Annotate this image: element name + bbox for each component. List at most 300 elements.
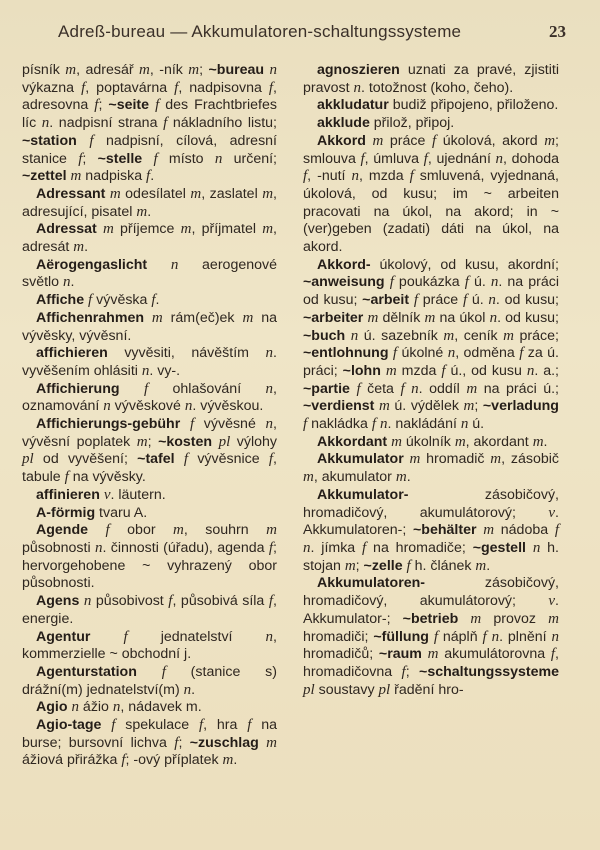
entry-text: hromadičů; xyxy=(303,646,379,663)
grammar-tag: f xyxy=(174,79,179,96)
entry-text: ážiová přirážka xyxy=(22,752,122,769)
grammar-tag: n xyxy=(265,380,274,397)
entry-text xyxy=(137,664,162,680)
grammar-tag: f xyxy=(78,150,83,167)
entry-text: uznati za pravé, zjistiti pravost xyxy=(303,62,559,96)
entry-text xyxy=(458,611,470,627)
entry-text: úkolník xyxy=(401,433,455,450)
entry-text: dělník xyxy=(378,309,425,326)
dictionary-entry xyxy=(303,62,559,97)
headword: Akkumulatoren- xyxy=(317,575,425,592)
grammar-tag: f xyxy=(554,522,559,539)
dictionary-entry xyxy=(22,186,277,221)
entry-text: . nakládání xyxy=(387,416,461,433)
entry-text: , oznamování xyxy=(22,380,277,415)
headword: agnoszieren xyxy=(317,62,400,78)
entry-text: zásobičový, hromadičový, akumulátorový; xyxy=(303,575,559,610)
entry-text: , akordant xyxy=(465,433,533,450)
entry-text: nákladního listu; xyxy=(167,115,277,132)
grammar-tag: f xyxy=(360,150,365,167)
headword: Agio-tage xyxy=(36,717,102,734)
entry-text: úkolová, akord xyxy=(436,132,545,149)
headword: Adressant xyxy=(36,185,106,202)
grammar-tag: f xyxy=(362,539,367,556)
grammar-tag: f xyxy=(146,168,151,185)
grammar-tag: m xyxy=(136,203,148,220)
grammar-tag: m xyxy=(102,221,114,238)
grammar-tag: f xyxy=(121,752,126,769)
headword: A-förmig xyxy=(36,504,96,521)
grammar-tag: f xyxy=(168,593,173,610)
grammar-tag: f xyxy=(183,451,189,468)
grammar-tag: n xyxy=(351,168,359,185)
grammar-tag: f xyxy=(143,380,149,397)
grammar-tag: f xyxy=(550,646,556,663)
grammar-tag: pl xyxy=(22,451,34,468)
dictionary-entry xyxy=(22,416,277,487)
entry-text: , vývěsní poplatek xyxy=(22,416,277,450)
grammar-tag: f xyxy=(464,274,469,291)
grammar-tag: pl xyxy=(218,433,231,450)
entry-text: působivost xyxy=(91,593,169,610)
headword: ~anweisung xyxy=(303,274,385,291)
dictionary-entry xyxy=(303,133,559,257)
dictionary-entry xyxy=(22,381,277,416)
entry-text: , úmluva xyxy=(364,150,424,167)
entry-text xyxy=(77,133,90,149)
grammar-tag: m xyxy=(136,433,148,450)
entry-text: práce xyxy=(383,132,432,149)
headword: ~lohn xyxy=(342,362,381,379)
grammar-tag: n xyxy=(447,345,456,362)
grammar-tag: f xyxy=(413,292,418,309)
entry-text: . xyxy=(233,752,238,769)
entry-text: obor xyxy=(109,522,174,539)
entry-text: . činnosti (úřadu), agenda xyxy=(102,539,269,556)
grammar-tag: m xyxy=(372,132,384,149)
grammar-tag: m xyxy=(443,327,455,344)
grammar-tag: n xyxy=(269,62,278,78)
entry-text: . na práci od kusu; xyxy=(303,274,560,309)
entry-text: ; xyxy=(355,557,364,574)
entry-text: hromadič xyxy=(420,451,491,468)
grammar-tag: m xyxy=(391,433,402,450)
headword: ~zuschlag xyxy=(189,734,259,751)
entry-text: . totožnost (koho, čeho). xyxy=(360,79,514,96)
grammar-tag: f xyxy=(161,663,166,680)
entry-text: . vyvěšením ohlásiti xyxy=(22,345,277,379)
entry-text: . läutern. xyxy=(110,486,166,503)
headword: Agenturstation xyxy=(36,663,137,680)
entry-text: . xyxy=(70,274,75,291)
entry-text: budiž připojeno, přiloženo. xyxy=(388,97,559,114)
headword: ~station xyxy=(22,132,77,149)
dictionary-entry xyxy=(303,115,559,133)
dictionary-entry xyxy=(303,97,559,115)
grammar-tag: f xyxy=(105,522,110,539)
grammar-tag: f xyxy=(433,628,438,645)
page-header xyxy=(0,14,600,42)
grammar-tag: f xyxy=(189,416,195,433)
dictionary-entry xyxy=(22,717,277,770)
entry-text: . xyxy=(150,168,155,185)
entry-text: práce xyxy=(417,292,463,309)
grammar-tag: m xyxy=(173,522,184,539)
headword: Akkordant xyxy=(317,433,388,450)
grammar-tag: n xyxy=(170,256,179,273)
grammar-tag: f xyxy=(392,345,398,362)
entry-text: nadpiska xyxy=(81,168,147,185)
headword: ~zettel xyxy=(22,168,67,185)
entry-text: vývěsnice xyxy=(188,451,269,468)
entry-text xyxy=(120,381,144,397)
entry-text: nakládka xyxy=(307,416,372,433)
grammar-tag: f xyxy=(155,97,160,114)
grammar-tag: n xyxy=(141,362,150,379)
grammar-tag: m xyxy=(70,168,82,185)
grammar-tag: f xyxy=(303,416,308,433)
headword: ~kosten xyxy=(158,433,213,450)
entry-text: . xyxy=(84,239,89,256)
entry-text: h. stojan xyxy=(303,539,559,574)
grammar-tag: n xyxy=(411,380,419,397)
entry-text: zásobičový, hromadičový, akumulátorový; xyxy=(303,486,559,521)
entry-text: výlohy xyxy=(230,433,277,450)
running-head: Adreß-bureau — Akkumulatoren-schaltungssysteme xyxy=(58,22,462,41)
grammar-tag: f xyxy=(88,292,93,309)
headword: Agens xyxy=(36,593,80,610)
grammar-tag: m xyxy=(262,221,274,238)
grammar-tag: f xyxy=(174,734,179,751)
entry-text: přilož, připoj. xyxy=(369,115,455,132)
grammar-tag: n xyxy=(495,150,504,167)
headword: ~verladung xyxy=(482,398,559,415)
entry-text: ; hervorgehobene ~ vyhrazený obor působnosti. xyxy=(22,539,277,592)
dictionary-entry xyxy=(22,310,277,345)
grammar-tag: m xyxy=(151,309,163,326)
headword: affinieren xyxy=(36,486,100,503)
entry-text: výkazna xyxy=(22,79,82,96)
headword: affichieren xyxy=(36,345,108,362)
headword: akkludatur xyxy=(317,97,389,114)
grammar-tag: f xyxy=(431,132,437,149)
grammar-tag: n xyxy=(460,416,469,433)
entry-text: . od kusu; xyxy=(497,309,559,326)
entry-text: . vy-. xyxy=(149,362,181,379)
grammar-tag: f xyxy=(441,362,446,379)
grammar-tag: f xyxy=(462,292,468,309)
dictionary-entry xyxy=(22,505,277,523)
grammar-tag: n xyxy=(103,398,111,415)
entry-text: . nadpisní strana xyxy=(49,115,164,132)
entry-text: poukázka xyxy=(393,274,465,291)
grammar-tag: m xyxy=(463,398,475,415)
grammar-tag: m xyxy=(266,734,277,751)
grammar-tag: f xyxy=(163,115,168,132)
entry-text: od vyvěšení; xyxy=(33,451,138,468)
grammar-tag: n xyxy=(491,628,500,645)
entry-text: , adresář xyxy=(76,62,140,78)
grammar-tag: f xyxy=(247,717,252,734)
entry-text: vývěskové xyxy=(110,398,185,415)
entry-text: . a.; xyxy=(534,362,559,379)
entry-text: ohlašování xyxy=(148,380,266,397)
grammar-tag: m xyxy=(409,451,421,468)
entry-text: . jímka xyxy=(310,539,363,556)
grammar-tag: n xyxy=(83,593,92,610)
grammar-tag: f xyxy=(406,557,411,574)
dictionary-entry xyxy=(22,593,277,628)
grammar-tag: m xyxy=(544,132,556,149)
entry-text: práce; xyxy=(514,327,559,344)
entry-text: , působivá síla xyxy=(172,593,269,610)
headword: Akkumulator- xyxy=(317,486,409,503)
grammar-tag: f xyxy=(371,416,377,433)
grammar-tag: m xyxy=(427,646,439,663)
entry-text: ; xyxy=(405,663,420,680)
grammar-tag: m xyxy=(475,557,487,574)
headword: ~zelle xyxy=(363,557,403,574)
entry-text: ú. xyxy=(468,416,485,433)
entry-text: vývěska xyxy=(92,292,152,309)
headword: Adressat xyxy=(36,221,97,238)
headword: ~arbeit xyxy=(362,292,410,309)
entry-text: , zásobič xyxy=(501,451,559,468)
entry-text: nádoba xyxy=(494,522,555,539)
entry-text: . xyxy=(191,681,196,698)
dictionary-entry xyxy=(22,221,277,256)
grammar-tag: m xyxy=(470,610,482,627)
right-column xyxy=(303,62,559,699)
dictionary-entry xyxy=(22,699,277,717)
grammar-tag: v xyxy=(103,486,111,503)
grammar-tag: n xyxy=(350,327,359,344)
headword: ~seite xyxy=(108,97,150,114)
entry-text: určení; xyxy=(222,150,277,167)
entry-text: , ujednání xyxy=(427,150,496,167)
entry-text: , energie. xyxy=(22,593,277,627)
entry-text xyxy=(88,522,105,538)
grammar-tag: v xyxy=(548,504,556,521)
headword: ~raum xyxy=(378,646,422,663)
entry-text: místo xyxy=(157,150,215,167)
entry-text: ú. xyxy=(468,274,491,291)
dictionary-entry xyxy=(303,451,559,486)
grammar-tag: f xyxy=(423,150,428,167)
grammar-tag: f xyxy=(94,97,99,114)
entry-text: , hra xyxy=(203,717,248,734)
entry-text: , poptavárna xyxy=(85,79,175,96)
grammar-tag: n xyxy=(63,274,71,291)
grammar-tag: m xyxy=(454,433,466,450)
grammar-tag: m xyxy=(222,752,234,769)
entry-text: četa xyxy=(360,380,401,397)
grammar-tag: f xyxy=(198,717,204,734)
grammar-tag: n xyxy=(551,628,559,645)
grammar-tag: m xyxy=(548,610,559,627)
grammar-tag: m xyxy=(266,522,277,539)
headword: ~tafel xyxy=(137,451,175,468)
entry-text: vyvěsiti, návěštím xyxy=(107,345,266,362)
grammar-tag: f xyxy=(356,380,361,397)
grammar-tag: f xyxy=(482,628,487,645)
entry-text: , dohoda xyxy=(503,150,559,167)
grammar-tag: n xyxy=(71,699,79,716)
grammar-tag: m xyxy=(424,309,436,326)
headword: ~behälter xyxy=(413,522,477,539)
entry-text: . plnění xyxy=(499,628,552,645)
headword: ~arbeiter xyxy=(303,309,364,326)
headword: ~buch xyxy=(303,327,346,344)
entry-text: , příjmatel xyxy=(191,221,263,238)
entry-text: na vývěsky, vývěsní. xyxy=(22,309,277,344)
grammar-tag: f xyxy=(153,150,158,167)
entry-text: , zaslatel xyxy=(201,185,263,202)
entry-text: , adresovna xyxy=(22,79,277,114)
dictionary-entry xyxy=(22,257,277,292)
entry-text: . xyxy=(486,557,491,574)
entry-text: řadění hro- xyxy=(390,681,464,698)
dictionary-entry xyxy=(22,345,277,380)
grammar-tag: v xyxy=(548,593,556,610)
headword: akklude xyxy=(317,115,370,132)
headword: ~verdienst xyxy=(303,398,375,415)
grammar-tag: f xyxy=(151,292,156,309)
entry-text: mzda xyxy=(396,362,442,379)
entry-text: jednatelství xyxy=(127,628,266,645)
entry-text: h. článek xyxy=(410,557,476,574)
entry-text xyxy=(180,416,190,432)
entry-text: soustavy xyxy=(314,681,379,698)
entry-text: . vývěskou. xyxy=(192,398,264,415)
grammar-tag: pl xyxy=(303,681,315,698)
grammar-tag: n xyxy=(184,398,193,415)
headword: Agio xyxy=(36,699,68,716)
entry-text: ; xyxy=(98,97,109,114)
entry-text: ážio xyxy=(78,699,113,716)
entry-text: ; xyxy=(474,398,483,415)
entry-text: , -nutí xyxy=(307,168,352,185)
headword: Akkord- xyxy=(317,256,371,273)
grammar-tag: m xyxy=(344,557,356,574)
grammar-tag: f xyxy=(111,717,116,734)
entry-text: odesílatel xyxy=(120,185,191,202)
headword: Affichierung xyxy=(36,380,120,397)
grammar-tag: m xyxy=(490,451,502,468)
entry-text: . xyxy=(543,433,548,450)
entry-text: , souhrn xyxy=(183,522,267,539)
grammar-tag: f xyxy=(89,132,94,149)
entry-text: ú. xyxy=(467,292,489,309)
entry-text xyxy=(147,257,171,273)
entry-text: . xyxy=(147,203,152,220)
grammar-tag: m xyxy=(503,327,515,344)
headword: Agende xyxy=(36,522,89,539)
entry-text: ; xyxy=(199,62,209,78)
entry-text: des Frachtbriefes líc xyxy=(22,97,277,132)
grammar-tag: n xyxy=(490,274,499,291)
entry-text: tvaru A. xyxy=(95,504,148,521)
grammar-tag: n xyxy=(265,345,274,362)
grammar-tag: f xyxy=(64,469,69,486)
entry-text: . od kusu; xyxy=(495,292,559,309)
headword: ~entlohnung xyxy=(303,345,389,362)
headword: ~bureau xyxy=(208,62,265,78)
grammar-tag: n xyxy=(265,628,274,645)
entry-text: . oddíl xyxy=(418,380,467,397)
entry-text: vývěsné xyxy=(194,416,266,433)
entry-text: . Akkumulator-; xyxy=(303,593,559,627)
grammar-tag: n xyxy=(379,416,388,433)
headword: ~betrieb xyxy=(402,610,459,627)
dictionary-entry xyxy=(303,434,559,452)
grammar-tag: f xyxy=(400,380,405,397)
entry-text: nadpisní, cílová, adresní stanice xyxy=(22,132,277,167)
entry-text: ; -ový příplatek xyxy=(125,752,223,769)
grammar-tag: n xyxy=(353,79,361,96)
grammar-tag: m xyxy=(262,185,274,202)
entry-text: , mzda xyxy=(358,168,410,185)
headword: Affichenrahmen xyxy=(36,309,144,326)
headword: ~füllung xyxy=(373,628,429,645)
grammar-tag: n xyxy=(94,539,103,556)
entry-text: úkolné xyxy=(397,345,448,362)
dictionary-entry xyxy=(22,664,277,699)
entry-text: . Akkumulatoren-; xyxy=(303,504,559,539)
grammar-tag: m xyxy=(385,362,397,379)
entry-text: , kommerzielle ~ obchodní j. xyxy=(22,628,277,663)
grammar-tag: n xyxy=(532,539,541,556)
grammar-tag: n xyxy=(526,362,535,379)
headword: Affichierungs-gebühr xyxy=(36,416,181,433)
grammar-tag: f xyxy=(81,79,86,96)
grammar-tag: f xyxy=(268,593,274,610)
entry-text xyxy=(175,451,184,467)
grammar-tag: n xyxy=(265,416,274,433)
grammar-tag: m xyxy=(367,309,379,326)
grammar-tag: f xyxy=(123,628,128,645)
entry-text: příjemce xyxy=(113,221,181,238)
entry-text xyxy=(144,310,152,326)
grammar-tag: m xyxy=(73,239,85,256)
grammar-tag: f xyxy=(303,168,308,185)
entry-text xyxy=(142,151,153,167)
grammar-tag: f xyxy=(268,539,274,556)
headword: ~schaltungssysteme xyxy=(419,663,560,680)
dictionary-entry xyxy=(303,575,559,699)
entry-text: náplň xyxy=(437,628,483,645)
entry-text: aerogenové světlo xyxy=(22,256,277,291)
dictionary-entry xyxy=(22,487,277,505)
entry-text: ú. sazebník xyxy=(358,327,444,344)
grammar-tag: m xyxy=(395,469,407,486)
headword: ~gestell xyxy=(472,539,526,556)
entry-text: úkolový, od kusu, akordní; xyxy=(370,256,559,273)
entry-text: . xyxy=(155,292,160,309)
entry-text: provoz xyxy=(481,610,549,627)
entry-text: na práci ú.; xyxy=(477,380,560,397)
entry-text: . xyxy=(406,469,411,486)
entry-text: na vývěsky. xyxy=(68,469,146,486)
entry-text: na úkol xyxy=(435,309,490,326)
headword: ~partie xyxy=(303,380,350,397)
grammar-tag: n xyxy=(214,150,223,167)
dictionary-entry xyxy=(22,629,277,664)
grammar-tag: m xyxy=(242,309,254,326)
entry-text: , -ník xyxy=(149,62,189,78)
entry-text: , ceník xyxy=(454,327,504,344)
grammar-tag: f xyxy=(389,274,394,291)
